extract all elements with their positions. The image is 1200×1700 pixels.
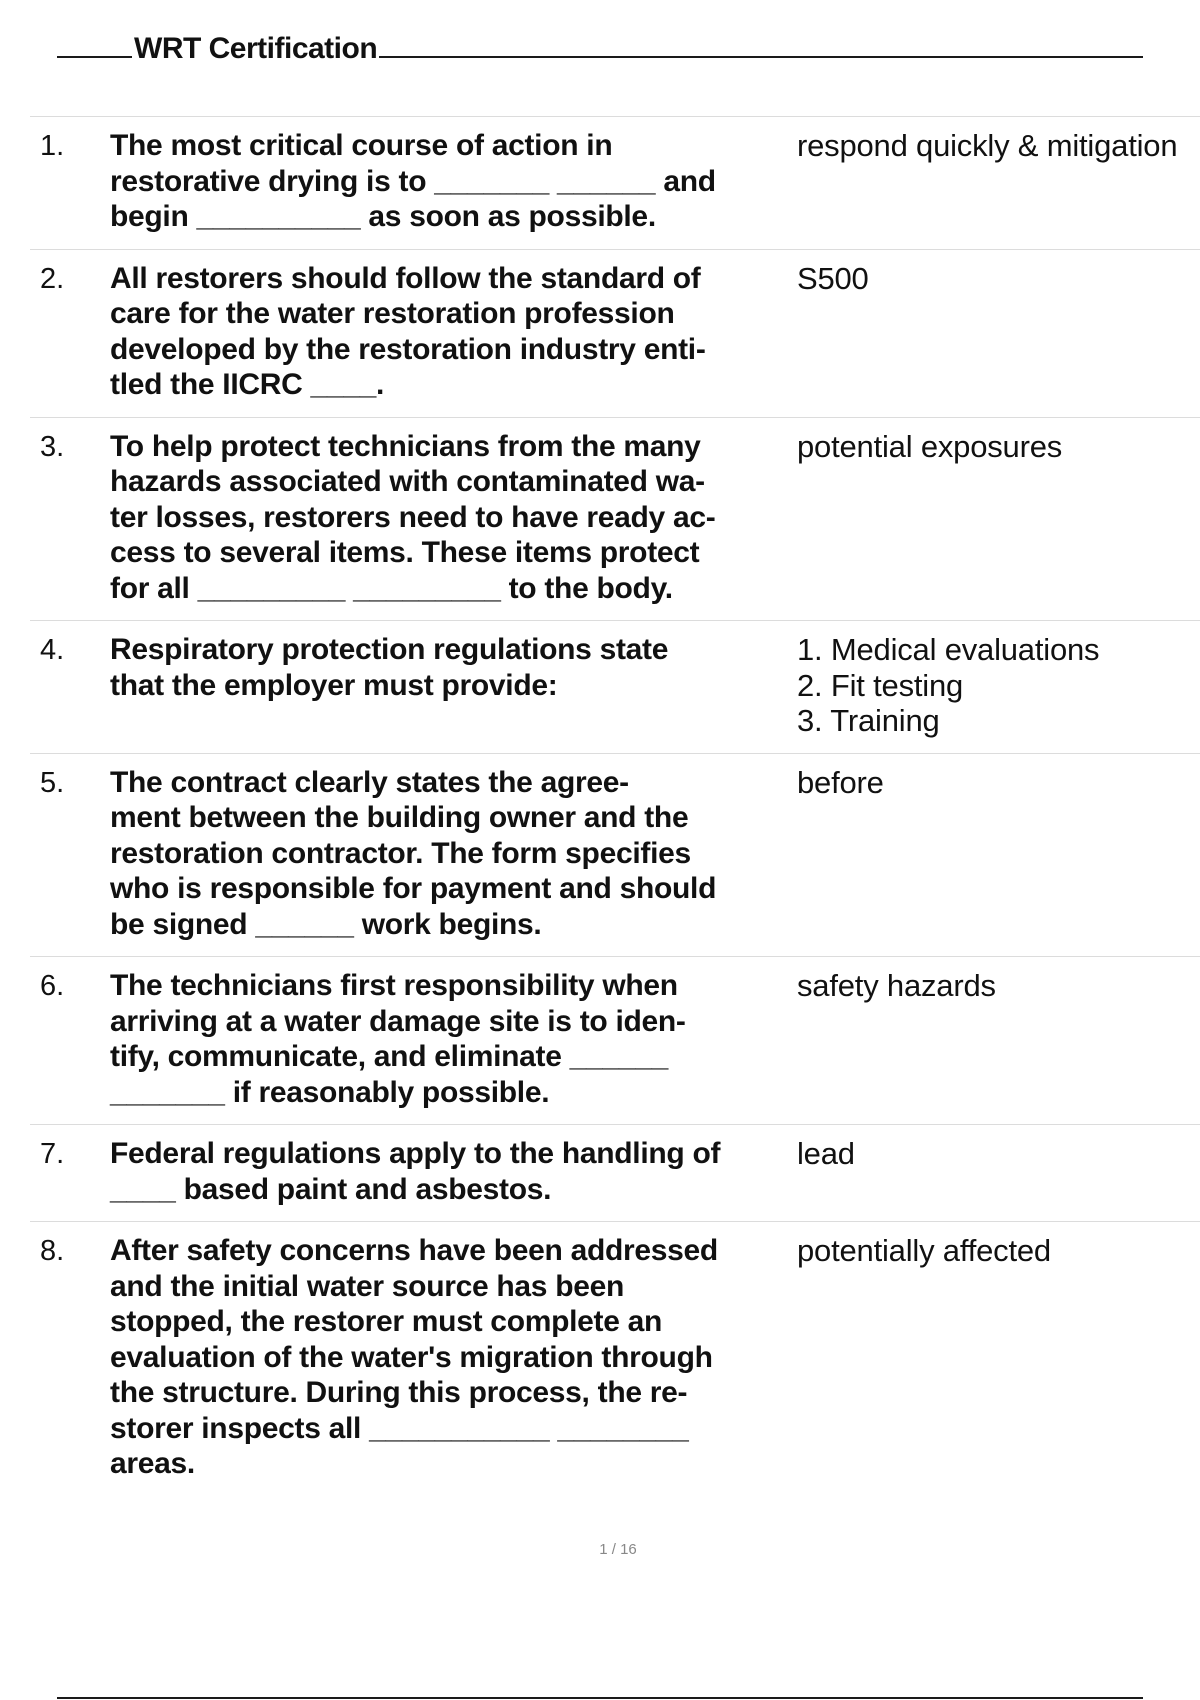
answer-text: safety hazards (797, 968, 996, 1003)
answer-text: 1. Medical evaluations 2. Fit testing 3. Training (797, 632, 1100, 738)
qa-row (30, 417, 1200, 621)
question-text: Respiratory protection regulations state that the employer must provide: (110, 633, 669, 702)
page-header (57, 30, 1143, 65)
question-text: The contract clearly states the agree- ment between the building owner and the restoration contractor. The form specifies who is responsible for payment and should be signed ______ work begins. (110, 765, 717, 941)
answer-text: respond quickly & mitigation (797, 128, 1178, 163)
question-number: 2. (40, 262, 65, 295)
question-number: 4. (40, 634, 65, 666)
question-text: Federal regulations apply to the handling of ____ based paint and asbestos. (110, 1137, 721, 1206)
question-text: The technicians first responsibility when arriving at a water damage site is to iden- tify, communicate, and eliminate ______ _______ if reasonably possible. (110, 969, 686, 1109)
question-text: All restorers should follow the standard of care for the water restoration profession developed by the restoration industry enti- tled the IICRC ____. (110, 261, 706, 401)
answer-text: potential exposures (797, 428, 1063, 464)
qa-row (30, 1221, 1200, 1496)
answer-text: lead (797, 1136, 855, 1171)
qa-row (30, 753, 1200, 957)
question-text: After safety concerns have been addressed and the initial water source has been stopped, the restorer must complete an evaluation of the water's migration through the structure. During this process, the re- storer inspects all ___________ ________ areas. (110, 1234, 718, 1480)
question-number: 7. (40, 1138, 65, 1170)
qa-row (30, 1124, 1200, 1221)
question-number: 5. (40, 766, 65, 799)
question-text: The most critical course of action in restorative drying is to _______ ______ and begin __________ as soon as possible. (110, 129, 716, 233)
answer-text: S500 (797, 260, 869, 296)
question-number: 1. (40, 130, 65, 162)
qa-list (30, 116, 1200, 1496)
qa-row (30, 956, 1200, 1124)
question-text: To help protect technicians from the many hazards associated with contaminated wa- ter losses, restorers need to have ready ac- cess to several items. These items protect for all _________ _________ to the body. (110, 429, 716, 605)
document-title: WRT Certification (134, 32, 378, 65)
answer-text: potentially affected (797, 1233, 1051, 1268)
qa-row (30, 116, 1200, 249)
question-number: 3. (40, 430, 65, 463)
qa-row (30, 620, 1200, 753)
qa-row (30, 249, 1200, 417)
page-number: 1 / 16 (599, 1541, 637, 1558)
answer-text: before (797, 764, 884, 800)
question-number: 8. (40, 1235, 65, 1267)
question-number: 6. (40, 970, 65, 1002)
footer-rule (57, 1697, 1143, 1699)
